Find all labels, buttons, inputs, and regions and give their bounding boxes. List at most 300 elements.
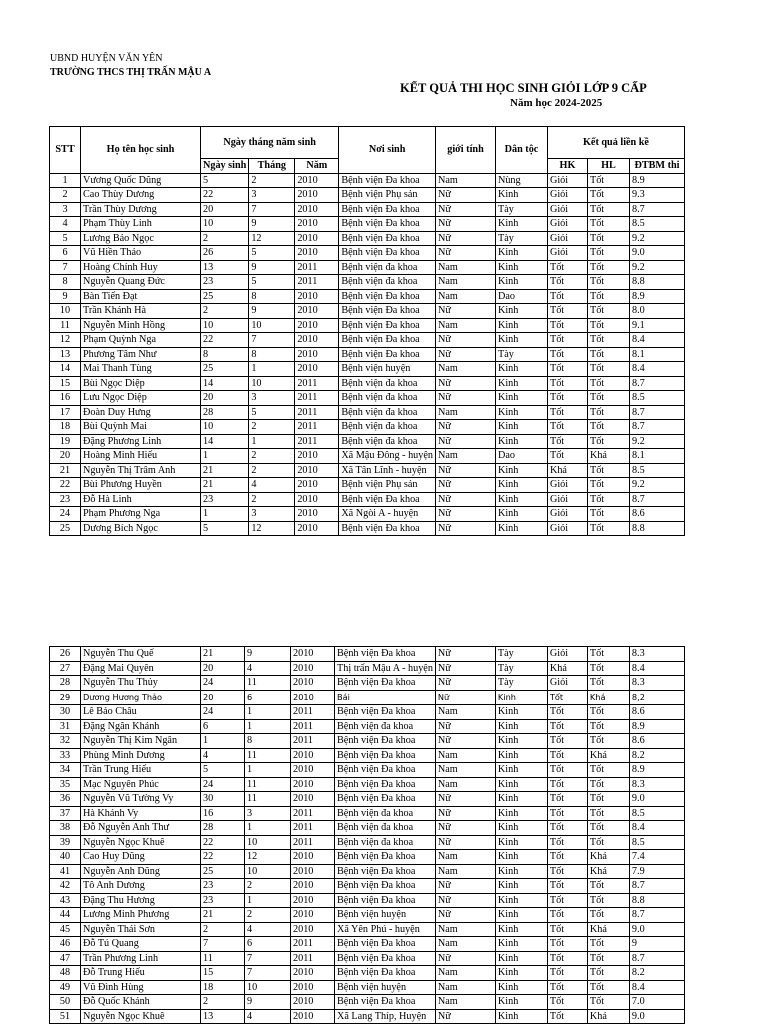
cell-hk: Giỏi [547,188,587,203]
cell-day: 25 [201,362,249,377]
cell-month: 2 [249,449,295,464]
cell-gender: Nam [435,864,495,879]
cell-hl: Tốt [587,908,629,923]
cell-name: Vương Quốc Dũng [81,173,201,188]
cell-day: 4 [201,748,245,763]
cell-day: 20 [201,391,249,406]
cell-name: Bàn Tiến Đạt [81,289,201,304]
table-row [50,951,685,966]
cell-month: 6 [245,690,291,705]
cell-hk: Tốt [547,922,587,937]
cell-gender: Nam [435,318,495,333]
cell-name: Bùi Quỳnh Mai [81,420,201,435]
cell-hk: Tốt [547,734,587,749]
cell-dtbm: 8.8 [629,893,684,908]
cell-day: 5 [201,173,249,188]
cell-name: Nguyễn Thị Trâm Anh [81,463,201,478]
cell-ethnicity: Kinh [495,376,547,391]
cell-day: 20 [201,661,245,676]
cell-stt: 9 [50,289,81,304]
cell-birthplace: Bệnh viện huyện [335,980,436,995]
cell-name: Nguyễn Quang Đức [81,275,201,290]
cell-gender: Nữ [435,391,495,406]
cell-birthplace: Bệnh viện Đa khoa [339,492,436,507]
cell-month: 2 [249,492,295,507]
cell-year: 2010 [291,850,335,865]
cell-year: 2010 [291,676,335,691]
cell-gender: Nữ [435,217,495,232]
cell-gender: Nữ [435,333,495,348]
cell-ethnicity: Kinh [495,434,547,449]
cell-year: 2010 [291,763,335,778]
cell-gender: Nữ [435,1009,495,1024]
cell-day: 2 [201,995,245,1010]
cell-gender: Nữ [435,434,495,449]
cell-day: 21 [201,647,245,662]
cell-birthplace: Bệnh viện Đa khoa [335,966,436,981]
cell-hl: Tốt [587,937,629,952]
table-row [50,835,685,850]
cell-ethnicity: Kinh [495,478,547,493]
cell-day: 8 [201,347,249,362]
cell-year: 2011 [291,951,335,966]
cell-month: 10 [245,980,291,995]
cell-year: 2010 [295,463,339,478]
cell-year: 2010 [295,246,339,261]
cell-month: 1 [245,705,291,720]
cell-hk: Tốt [547,763,587,778]
cell-day: 24 [201,676,245,691]
cell-birthplace: Bệnh viện đa khoa [335,806,436,821]
table-row [50,521,685,536]
cell-ethnicity: Kinh [495,835,547,850]
cell-month: 9 [245,647,291,662]
cell-birthplace: Bệnh viện đa khoa [339,391,436,406]
cell-year: 2010 [291,792,335,807]
cell-month: 1 [249,362,295,377]
cell-birthplace: Bệnh viện Đa khoa [339,246,436,261]
cell-hl: Tốt [587,391,629,406]
table-row [50,304,685,319]
cell-day: 20 [201,202,249,217]
cell-dtbm: 8.8 [629,521,684,536]
table-row [50,879,685,894]
table-row [50,719,685,734]
cell-stt: 12 [50,333,81,348]
cell-name: Mạc Nguyên Phúc [81,777,201,792]
cell-hl: Khá [587,748,629,763]
cell-ethnicity: Kinh [495,690,547,705]
cell-year: 2010 [295,521,339,536]
cell-birthplace: Bệnh viện đa khoa [335,835,436,850]
cell-gender: Nữ [435,879,495,894]
cell-ethnicity: Kinh [495,705,547,720]
cell-stt: 38 [50,821,81,836]
cell-hk: Tốt [547,995,587,1010]
cell-month: 4 [245,922,291,937]
cell-dtbm: 8.1 [629,347,684,362]
cell-birthplace: Bệnh viện đa khoa [339,434,436,449]
cell-hl: Tốt [587,304,629,319]
cell-birthplace: Bệnh viện Phụ sản [339,188,436,203]
cell-dtbm: 8.3 [629,676,684,691]
cell-hk: Khá [547,463,587,478]
cell-hk: Tốt [547,951,587,966]
cell-stt: 19 [50,434,81,449]
cell-birthplace: Bệnh viện đa khoa [339,260,436,275]
cell-day: 22 [201,850,245,865]
cell-name: Nguyễn Ngọc Khuê [81,1009,201,1024]
cell-hl: Tốt [587,173,629,188]
cell-hl: Tốt [587,521,629,536]
cell-birthplace: Bệnh viện Đa khoa [335,792,436,807]
cell-stt: 5 [50,231,81,246]
cell-gender: Nữ [435,647,495,662]
cell-hk: Tốt [547,705,587,720]
table-row [50,734,685,749]
cell-hk: Tốt [547,434,587,449]
cell-name: Tô Anh Dương [81,879,201,894]
cell-gender: Nam [435,405,495,420]
cell-hk: Giỏi [547,521,587,536]
school-year: Năm học 2024-2025 [510,97,603,109]
cell-birthplace: Bệnh viện đa khoa [339,376,436,391]
cell-month: 1 [245,763,291,778]
cell-day: 22 [201,835,245,850]
cell-day: 22 [201,333,249,348]
cell-name: Vũ Đình Hùng [81,980,201,995]
cell-month: 7 [245,951,291,966]
cell-month: 2 [245,879,291,894]
table-row [50,275,685,290]
cell-year: 2010 [295,289,339,304]
cell-gender: Nam [435,763,495,778]
cell-dtbm: 8.5 [629,806,684,821]
cell-name: Nguyễn Thu Quế [81,647,201,662]
cell-hk: Tốt [547,304,587,319]
cell-stt: 4 [50,217,81,232]
table-row [50,1009,685,1024]
cell-gender: Nữ [435,719,495,734]
table-row [50,995,685,1010]
cell-name: Đặng Mai Quyên [81,661,201,676]
cell-hl: Tốt [587,202,629,217]
cell-name: Cao Thùy Dương [81,188,201,203]
cell-gender: Nữ [435,661,495,676]
table-row [50,246,685,261]
cell-ethnicity: Kinh [495,806,547,821]
cell-dtbm: 7.4 [629,850,684,865]
cell-dtbm: 8.7 [629,376,684,391]
table-row [50,777,685,792]
cell-year: 2011 [295,405,339,420]
cell-gender: Nữ [435,835,495,850]
cell-dtbm: 8.7 [629,492,684,507]
cell-birthplace: Bệnh viện Đa khoa [339,521,436,536]
cell-dtbm: 8.3 [629,777,684,792]
cell-hl: Tốt [587,289,629,304]
table-row [50,792,685,807]
cell-dtbm: 9.2 [629,231,684,246]
cell-year: 2011 [295,275,339,290]
col-dtbm: ĐTBM thi [629,159,684,174]
cell-birthplace: Bệnh viện đa khoa [339,420,436,435]
table-row [50,318,685,333]
cell-day: 2 [201,231,249,246]
cell-gender: Nữ [435,951,495,966]
cell-stt: 31 [50,719,81,734]
cell-name: Cao Huy Dũng [81,850,201,865]
cell-stt: 2 [50,188,81,203]
cell-hl: Khá [587,449,629,464]
cell-day: 28 [201,405,249,420]
cell-stt: 21 [50,463,81,478]
cell-birthplace: Bệnh viện Phụ sản [339,478,436,493]
cell-hl: Tốt [587,777,629,792]
cell-month: 2 [249,463,295,478]
cell-name: Nguyễn Thu Thủy [81,676,201,691]
cell-day: 18 [201,980,245,995]
cell-birthplace: Bệnh viện Đa khoa [335,734,436,749]
cell-stt: 24 [50,507,81,522]
col-day: Ngày sinh [201,159,249,174]
cell-gender: Nam [435,995,495,1010]
cell-hk: Tốt [547,376,587,391]
cell-stt: 20 [50,449,81,464]
cell-stt: 41 [50,864,81,879]
cell-birthplace: Bệnh viện huyện [335,908,436,923]
cell-ethnicity: Kinh [495,217,547,232]
cell-dtbm: 8.7 [629,202,684,217]
col-year: Năm [295,159,339,174]
cell-name: Dương Hương Thảo [81,690,201,705]
cell-dtbm: 8.7 [629,420,684,435]
cell-dtbm: 8.2 [629,748,684,763]
cell-ethnicity: Tày [495,231,547,246]
cell-gender: Nữ [435,792,495,807]
cell-hk: Giỏi [547,246,587,261]
cell-ethnicity: Kinh [495,304,547,319]
cell-stt: 35 [50,777,81,792]
cell-hk: Giỏi [547,202,587,217]
cell-hl: Khá [587,922,629,937]
cell-name: Lương Minh Phương [81,908,201,923]
cell-stt: 11 [50,318,81,333]
cell-day: 24 [201,705,245,720]
col-birthplace: Nơi sinh [339,127,436,174]
cell-birthplace: Bệnh viện Đa khoa [339,289,436,304]
cell-stt: 25 [50,521,81,536]
table-row [50,690,685,705]
cell-year: 2010 [295,449,339,464]
cell-dtbm: 8.6 [629,507,684,522]
cell-dtbm: 8.9 [629,173,684,188]
cell-year: 2010 [291,690,335,705]
cell-day: 21 [201,908,245,923]
cell-birthplace: Xã Ngòi A - huyện [339,507,436,522]
cell-ethnicity: Kinh [495,850,547,865]
cell-month: 10 [249,318,295,333]
cell-gender: Nữ [435,821,495,836]
cell-hl: Tốt [587,893,629,908]
cell-name: Lương Bảo Ngọc [81,231,201,246]
cell-hl: Tốt [587,217,629,232]
cell-ethnicity: Nùng [495,173,547,188]
cell-day: 21 [201,478,249,493]
cell-day: 14 [201,376,249,391]
cell-year: 2010 [291,777,335,792]
cell-dtbm: 8.3 [629,647,684,662]
cell-hl: Tốt [587,719,629,734]
cell-ethnicity: Dao [495,289,547,304]
cell-month: 7 [249,202,295,217]
org-line-1: UBND HUYỆN VĂN YÊN [50,53,163,64]
cell-gender: Nữ [435,734,495,749]
cell-month: 10 [245,864,291,879]
cell-hk: Tốt [547,980,587,995]
cell-birthplace: Bệnh viện Đa khoa [339,173,436,188]
cell-ethnicity: Tày [495,647,547,662]
cell-name: Đỗ Hà Linh [81,492,201,507]
cell-hl: Tốt [587,763,629,778]
cell-birthplace: Xã Lang Thíp, Huyện [335,1009,436,1024]
table-row [50,217,685,232]
cell-day: 15 [201,966,245,981]
cell-gender: Nữ [435,347,495,362]
cell-dtbm: 8.6 [629,705,684,720]
cell-dtbm: 9.3 [629,188,684,203]
table-row [50,173,685,188]
cell-name: Lưu Ngọc Diệp [81,391,201,406]
cell-stt: 47 [50,951,81,966]
cell-gender: Nữ [435,246,495,261]
cell-hk: Giỏi [547,217,587,232]
cell-name: Trần Phương Linh [81,951,201,966]
table-row [50,908,685,923]
cell-day: 10 [201,217,249,232]
cell-name: Phạm Phương Nga [81,507,201,522]
cell-stt: 8 [50,275,81,290]
cell-stt: 26 [50,647,81,662]
cell-hl: Tốt [587,275,629,290]
cell-hl: Tốt [587,246,629,261]
cell-dtbm: 9.2 [629,478,684,493]
cell-ethnicity: Kinh [495,748,547,763]
cell-ethnicity: Tày [495,676,547,691]
cell-gender: Nam [435,937,495,952]
cell-ethnicity: Kinh [495,879,547,894]
cell-gender: Nam [435,260,495,275]
cell-birthplace: Bệnh viện Đa khoa [335,676,436,691]
cell-dtbm: 9.0 [629,792,684,807]
cell-year: 2010 [295,173,339,188]
cell-hk: Tốt [547,289,587,304]
table-row [50,449,685,464]
cell-year: 2010 [291,908,335,923]
cell-name: Bùi Phương Huyền [81,478,201,493]
cell-name: Hà Khánh Vy [81,806,201,821]
cell-ethnicity: Kinh [495,893,547,908]
cell-dtbm: 8.5 [629,835,684,850]
cell-ethnicity: Kinh [495,246,547,261]
cell-year: 2011 [295,260,339,275]
cell-gender: Nữ [435,231,495,246]
cell-year: 2010 [295,304,339,319]
cell-ethnicity: Kinh [495,521,547,536]
cell-hl: Tốt [587,492,629,507]
cell-month: 10 [249,376,295,391]
cell-hl: Tốt [587,376,629,391]
cell-month: 8 [249,347,295,362]
cell-year: 2010 [291,1009,335,1024]
cell-dtbm: 7.9 [629,864,684,879]
table-body-part-1 [50,173,685,536]
cell-hk: Tốt [547,748,587,763]
cell-hk: Tốt [547,821,587,836]
cell-day: 13 [201,260,249,275]
cell-name: Trần Khánh Hà [81,304,201,319]
cell-dtbm: 8.0 [629,304,684,319]
cell-gender: Nam [435,850,495,865]
cell-day: 26 [201,246,249,261]
cell-year: 2010 [291,980,335,995]
col-name: Họ tên học sinh [81,127,201,174]
cell-month: 2 [245,908,291,923]
cell-dtbm: 8.7 [629,405,684,420]
cell-gender: Nữ [435,420,495,435]
cell-month: 1 [245,821,291,836]
cell-year: 2010 [295,318,339,333]
cell-gender: Nam [435,922,495,937]
cell-hk: Tốt [547,690,587,705]
cell-year: 2011 [291,937,335,952]
cell-birthplace: Bệnh viện Đa khoa [339,347,436,362]
cell-gender: Nữ [435,478,495,493]
cell-ethnicity: Kinh [495,463,547,478]
cell-ethnicity: Kinh [495,420,547,435]
cell-dtbm: 8.5 [629,463,684,478]
cell-year: 2010 [295,347,339,362]
cell-stt: 18 [50,420,81,435]
cell-day: 2 [201,304,249,319]
cell-dtbm: 8.8 [629,275,684,290]
cell-dtbm: 8.4 [629,661,684,676]
table-row [50,420,685,435]
cell-gender: Nam [435,362,495,377]
cell-gender: Nữ [435,492,495,507]
cell-gender: Nam [435,777,495,792]
table-row [50,806,685,821]
cell-hl: Khá [587,1009,629,1024]
col-dob: Ngày tháng năm sinh [201,127,339,159]
cell-gender: Nam [435,449,495,464]
cell-name: Đặng Thu Hương [81,893,201,908]
cell-month: 1 [249,434,295,449]
cell-name: Phạm Quỳnh Nga [81,333,201,348]
cell-year: 2010 [291,647,335,662]
cell-hl: Tốt [587,879,629,894]
cell-stt: 34 [50,763,81,778]
cell-year: 2011 [295,376,339,391]
cell-birthplace: Bệnh viện đa khoa [335,719,436,734]
cell-name: Bùi Ngọc Diệp [81,376,201,391]
cell-gender: Nam [435,966,495,981]
cell-year: 2010 [295,492,339,507]
cell-year: 2010 [295,507,339,522]
cell-ethnicity: Kinh [495,318,547,333]
col-stt: STT [50,127,81,174]
results-table-part-1 [49,126,685,536]
